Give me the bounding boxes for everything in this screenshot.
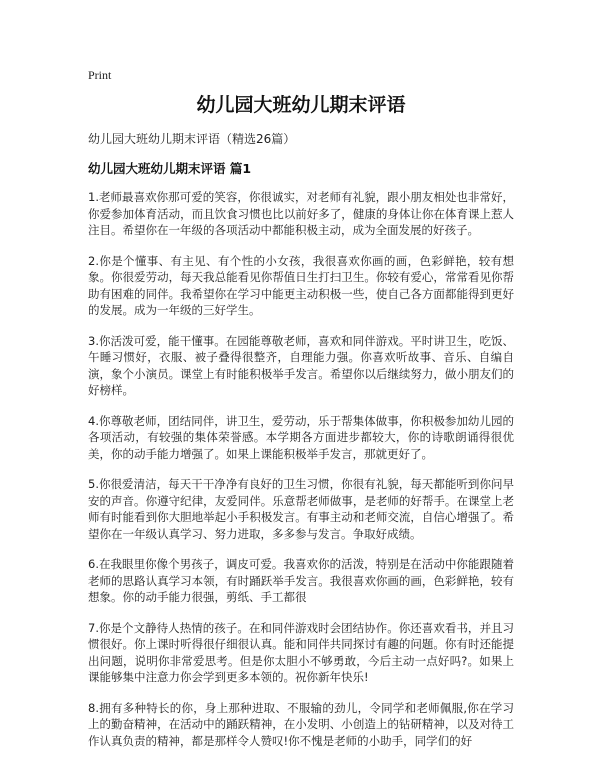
paragraph-5: 5.你很爱清洁，每天干干净净有良好的卫生习惯，你很有礼貌，每天都能听到你问早安的声音。你遵守纪律，友爱同伴。乐意帮老师做事，是老师的好帮手。在课堂上老师有时能看到你大胆地举起小手积极发言。有事主动和老师交流，自信心增强了。希望你在一年级认真学习、努力进取，多多参与发言。争取好成绩。	[88, 477, 514, 541]
paragraph-4: 4.你尊敬老师，团结同伴，讲卫生，爱劳动，乐于帮集体做事，你积极参加幼儿园的各项活动，有较强的集体荣誉感。本学期各方面进步都较大，你的诗歌朗诵得很优美，你的动手能力增强了。如果上课能积极举手发言，那就更好了。	[88, 413, 514, 461]
paragraph-7: 7.你是个文静待人热情的孩子。在和同伴游戏时会团结协作。你还喜欢看书，并且习惯很好。你上课时听得很仔细很认真。能和同伴共同探讨有趣的问题。你有时还能提出问题，说明你非常爱思考。但是你太胆小不够勇敢，今后主动一点好吗?。如果上课能够集中注意力你会学到更多本领的。祝你新年快乐!	[88, 620, 514, 684]
paragraph-3: 3.你活泼可爱，能干懂事。在园能尊敬老师，喜欢和同伴游戏。平时讲卫生，吃饭、午睡习惯好，衣服、被子叠得很整齐，自理能力强。你喜欢听故事、音乐、自编自演，象个小演员。课堂上有时能积极举手发言。希望你以后继续努力，做小朋友们的好榜样。	[88, 333, 514, 397]
paragraph-8: 8.拥有多种特长的你，身上那种进取、不服输的劲儿，令同学和老师佩服,你在学习上的勤奋精神，在活动中的踊跃精神，在小发明、小创造上的钻研精神，以及对待工作认真负责的精神，都是那样令人赞叹!你不愧是老师的小助手，同学们的好	[88, 700, 514, 748]
paragraph-2: 2.你是个懂事、有主见、有个性的小女孩，我很喜欢你画的画，色彩鲜艳，较有想象。你很爱劳动，每天我总能看见你帮值日生打扫卫生。你较有爱心，常常看见你帮助有困难的同伴。我希望你在学习中能更主动积极一些，使自己各方面都能得到更好的发展。成为一年级的三好学生。	[88, 253, 514, 317]
print-link[interactable]: Print	[88, 68, 112, 82]
paragraph-1: 1.老师最喜欢你那可爱的笑容，你很诚实，对老师有礼貌，跟小朋友相处也非常好，你爱参加体育活动，而且饮食习惯也比以前好多了，健康的身体让你在体育课上惹人注目。希望你在一年级的各项活动中都能积极主动，成为全面发展的好孩子。	[88, 190, 514, 237]
document-subtitle: 幼儿园大班幼儿期末评语（精选26篇）	[88, 132, 296, 146]
paragraph-6: 6.在我眼里你像个男孩子，调皮可爱。我喜欢你的活泼，特别是在活动中你能跟随着老师的思路认真学习本领，有时踊跃举手发言。我很喜欢你画的画，色彩鲜艳，较有想象。你的动手能力很强，剪纸、手工都很	[88, 557, 514, 604]
section-heading: 幼儿园大班幼儿期末评语 篇1	[88, 161, 252, 176]
page-title: 幼儿园大班幼儿期末评语	[196, 94, 406, 116]
